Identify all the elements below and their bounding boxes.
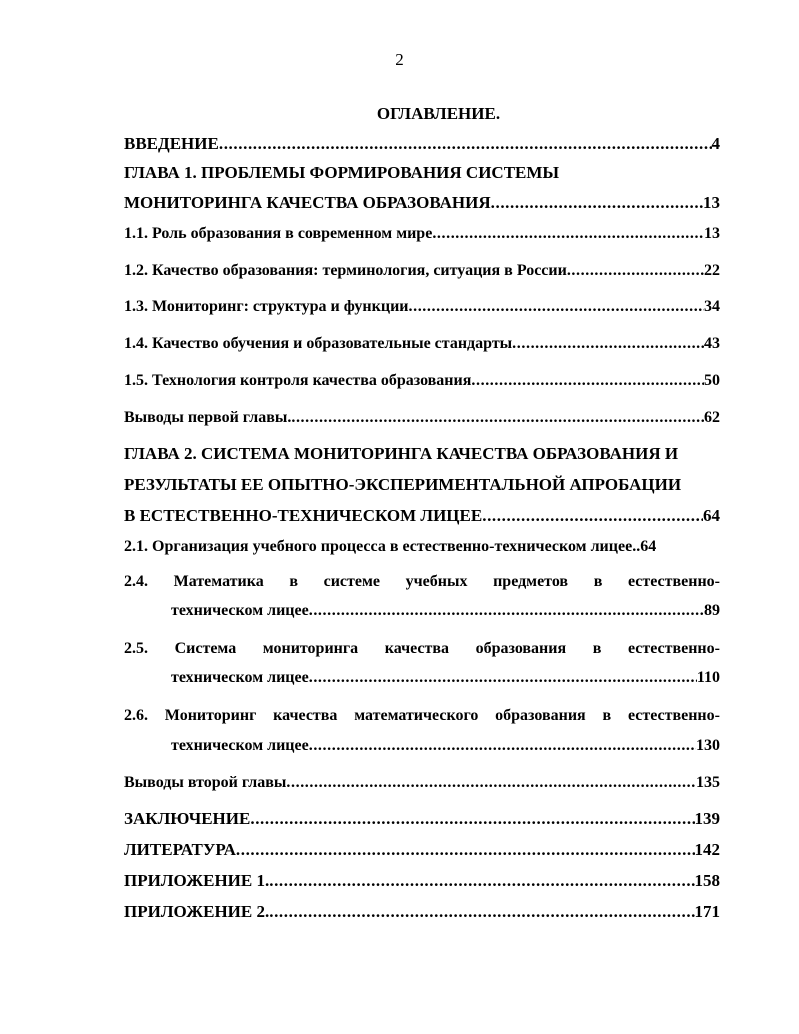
toc-chapter2-line1[interactable]: ГЛАВА 2. СИСТЕМА МОНИТОРИНГА КАЧЕСТВА ОБРАЗОВАНИЯ И [124,444,679,463]
dot-leader [432,225,704,243]
toc-word: в [602,707,612,724]
toc-entry-2-1[interactable] [124,538,720,556]
dot-leader [482,506,703,526]
toc-entry-label: Выводы первой главы. [124,409,292,426]
toc-entry-label: ЛИТЕРАТУРА [124,840,236,859]
toc-entry-appendix-2[interactable] [124,902,720,922]
toc-chapter1-line1[interactable]: ГЛАВА 1. ПРОБЛЕМЫ ФОРМИРОВАНИЯ СИСТЕМЫ [124,163,560,182]
toc-word: 2.6. [124,707,148,724]
toc-entry-2-4-line1[interactable] [124,573,720,591]
toc-entry-page: 139 [694,809,720,828]
toc-word: системе [323,573,380,590]
toc-entry-1-5[interactable] [124,372,720,390]
toc-entry-label: техническом лицее [171,669,309,686]
toc-entry-label: ВВЕДЕНИЕ [124,134,219,153]
toc-entry-1-1[interactable] [124,225,720,243]
toc-word: естественно- [627,707,720,724]
toc-entry-chapter2[interactable] [124,506,720,526]
toc-word: в [593,573,603,590]
toc-entry-conclusions-1[interactable] [124,409,720,427]
toc-entry-2-6[interactable] [171,737,720,755]
toc-word: качества [384,640,449,657]
dot-leader [291,409,704,427]
toc-entry-page: 43 [704,335,720,352]
dot-leader [512,335,704,353]
toc-chapter2-line2[interactable]: РЕЗУЛЬТАТЫ ЕЕ ОПЫТНО-ЭКСПЕРИМЕНТАЛЬНОЙ АПРОБАЦИИ [124,475,682,494]
toc-entry-chapter1[interactable] [124,193,720,213]
toc-entry-literature[interactable] [124,840,720,860]
toc-entry-page: 13 [703,193,720,212]
toc-entry-label: МОНИТОРИНГА КАЧЕСТВА ОБРАЗОВАНИЯ [124,193,491,212]
toc-entry-intro[interactable] [124,134,720,154]
toc-entry-label: 1.3. Мониторинг: структура и функции [124,298,409,315]
toc-entry-page: 50 [704,372,720,389]
toc-word: качества [273,707,338,724]
toc-word: в [289,573,298,590]
toc-entry-label: Выводы второй главы [124,774,287,791]
toc-entry-label: ЗАКЛЮЧЕНИЕ [124,809,251,828]
toc-entry-1-4[interactable] [124,335,720,353]
toc-entry-label: 2.1. Организация учебного процесса в естественно-техническом лицее.. [124,538,641,555]
toc-entry-page: 13 [704,225,720,242]
toc-entry-label: 1.1. Роль образования в современном мире [124,225,433,242]
toc-word: образования [475,640,567,657]
dot-leader [309,737,696,755]
toc-word: предметов [493,573,569,590]
toc-entry-page: 135 [696,774,720,791]
dot-leader [219,134,712,154]
dot-leader [250,809,694,829]
toc-word: образования [495,707,586,724]
toc-entry-page: 4 [711,134,720,153]
toc-entry-page: 142 [694,840,720,859]
toc-entry-2-5[interactable] [171,669,720,687]
toc-entry-page: 64 [703,506,720,525]
toc-entry-conclusion[interactable] [124,809,720,829]
toc-entry-2-6-line1[interactable] [124,707,720,725]
dot-leader [409,298,705,316]
toc-entry-2-4[interactable] [171,602,720,620]
toc-entry-label: 1.4. Качество обучения и образовательные стандарты [124,335,513,352]
toc-entry-label: техническом лицее [171,602,309,619]
dot-leader [286,774,696,792]
toc-word: мониторинга [262,640,359,657]
toc-entry-2-5-line1[interactable] [124,640,720,658]
dot-leader [309,669,697,687]
toc-entry-page: 22 [704,262,720,279]
toc-word: учебных [405,573,468,590]
toc-entry-label: ПРИЛОЖЕНИЕ 2. [124,902,270,921]
toc-entry-1-3[interactable] [124,298,720,316]
dot-leader [491,193,703,213]
toc-entry-label: 1.5. Технология контроля качества образования [124,372,472,389]
toc-word: математического [354,707,479,724]
toc-word: естественно- [627,573,720,590]
toc-word: 2.4. [124,573,148,590]
toc-entry-label: В ЕСТЕСТВЕННО-ТЕХНИЧЕСКОМ ЛИЦЕЕ [124,506,483,525]
toc-word: Система [174,640,237,657]
toc-word: Математика [173,573,264,590]
page-number: 2 [395,50,404,69]
dot-leader [269,902,694,922]
dot-leader [236,840,695,860]
toc-entry-page: 158 [694,871,720,890]
toc-entry-page: 34 [704,298,720,315]
toc-entry-label: 1.2. Качество образования: терминология, ситуация в России [124,262,567,279]
toc-entry-page: 89 [704,602,720,619]
toc-title: ОГЛАВЛЕНИЕ. [376,104,501,123]
dot-leader [471,372,704,390]
toc-word: в [592,640,602,657]
toc-entry-page: 62 [704,409,720,426]
toc-word: Мониторинг [164,707,257,724]
toc-entry-page: 130 [696,737,720,754]
toc-entry-appendix-1[interactable] [124,871,720,891]
toc-entry-page: 64 [640,538,657,555]
toc-entry-label: ПРИЛОЖЕНИЕ 1. [124,871,270,890]
toc-entry-page: 171 [694,902,720,921]
toc-word: естественно- [627,640,720,657]
dot-leader [269,871,694,891]
dot-leader [309,602,704,620]
toc-entry-label: техническом лицее [171,737,309,754]
toc-entry-1-2[interactable] [124,262,720,280]
toc-entry-page: 110 [696,669,720,686]
toc-entry-conclusions-2[interactable] [124,774,720,792]
dot-leader [567,262,704,280]
toc-word: 2.5. [124,640,148,657]
